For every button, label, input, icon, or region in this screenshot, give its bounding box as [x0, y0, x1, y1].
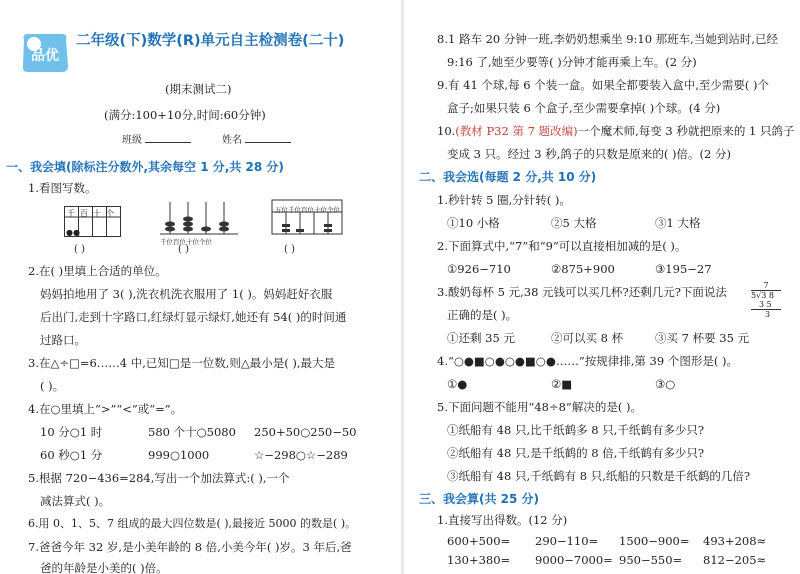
calc-r1-c2: 290−110=	[535, 534, 599, 548]
place-table-dots: ●●	[66, 228, 80, 237]
s2q5-opt1: ①纸船有 48 只,比千纸鹤多 8 只,千纸鹤有多少只?	[447, 423, 705, 437]
q5-line2: 减法算式( )。	[40, 494, 111, 508]
s2q1-text: 1.秒针转 5 圈,分针转( )。	[437, 193, 571, 207]
answer-paren-2: ( )	[178, 244, 189, 255]
section-3-heading: 三、我会算(共 25 分)	[419, 492, 540, 506]
q2-line1: 2.在( )里填上合适的单位。	[28, 264, 167, 278]
page-divider	[401, 0, 404, 574]
svg-text:品优: 品优	[31, 48, 59, 64]
name-label: 姓名	[222, 134, 291, 148]
q7-line1: 7.爸爸今年 32 岁,是小美年龄的 8 倍,小美今年( )岁。3 年后,爸	[28, 540, 352, 554]
s3q1-text: 1.直接写出得数。(12 分)	[437, 513, 568, 527]
q10-tag: (教材 P32 第 7 题改编)	[455, 124, 578, 138]
q2-line4: 过路口。	[40, 333, 86, 347]
page-title: 二年级(下)数学(R)单元自主检测卷(二十)	[76, 33, 345, 49]
s2q4-opt3: ③○	[655, 377, 676, 391]
q4-r1-c3: 250+50○250−50	[254, 425, 357, 439]
calc-r2-c2: 9000−7000=	[535, 553, 613, 567]
s2q3-line1: 3.酸奶每杯 5 元,38 元钱可以买几杯?还剩几元?下面说法	[437, 285, 727, 299]
calc-r1-c4: 493+208≈	[703, 534, 767, 548]
q7-line2: 爸的年龄是小美的( )倍。	[40, 561, 168, 574]
s2q1-opt3: ③1 大格	[655, 216, 701, 230]
test-info: (满分:100+10分,时间:60分钟)	[104, 108, 266, 122]
s2q4-text: 4.“○●■○●○●■○●……”按规律排,第 39 个图形是( )。	[437, 354, 738, 368]
answer-paren-3: ( )	[284, 244, 295, 255]
section-1-heading: 一、我会填(除标注分数外,其余每空 1 分,共 28 分)	[6, 160, 284, 174]
subtitle: (期末测试二)	[165, 82, 232, 96]
q2-line3: 后出门,走到十字路口,红绿灯显示绿灯,她还有 54( )的时间通	[40, 310, 347, 324]
q4-text: 4.在○里填上“>”“<”或“=”。	[28, 402, 183, 416]
q4-r1-c2: 580 个十○5080	[148, 425, 236, 439]
q4-r2-c2: 999○1000	[148, 448, 210, 462]
q9-line1: 9.有 41 个球,每 6 个装一盒。如果全都要装入盒中,至少需要( )个	[437, 78, 769, 92]
s2q2-text: 2.下面算式中,“7”和“9”可以直接相加减的是( )。	[437, 239, 687, 253]
q4-r2-c1: 60 秒○1 分	[40, 448, 103, 462]
q10-line1: 10.(教材 P32 第 7 题改编)一个魔术师,每变 3 秒就把原来的 1 只鸽子	[437, 124, 795, 138]
calc-r2-c3: 950−550=	[619, 553, 683, 567]
calc-r2-c4: 812−205≈	[703, 553, 767, 567]
abacus-2-labels: 万位千位百位十位个位	[275, 206, 340, 214]
q5-line1: 5.根据 720−436=284,写出一个加法算式:( ),一个	[28, 471, 290, 485]
q6-text: 6.用 0、1、5、7 组成的最大四位数是( ),最接近 5000 的数是( )。	[28, 517, 357, 530]
place-table-headers: 千百十个	[67, 209, 119, 218]
s2q3-line2: 正确的是( )。	[447, 308, 518, 322]
q8-line1: 8.1 路车 20 分钟一班,李奶奶想乘坐 9:10 那班车,当她到站时,已经	[437, 32, 778, 46]
q3-line1: 3.在△÷□=6……4 中,已知□是一位数,则△最小是( ),最大是	[28, 356, 336, 370]
class-label: 班级	[122, 134, 191, 148]
abacus-1-labels: 千位百位十位个位	[160, 238, 212, 246]
section-2-heading: 二、我会选(每题 2 分,共 10 分)	[419, 170, 597, 184]
brand-logo-icon	[18, 30, 72, 74]
s2q1-opt2: ②5 大格	[551, 216, 597, 230]
q4-r1-c1: 10 分○1 时	[40, 425, 103, 439]
calc-r2-c1: 130+380=	[447, 553, 511, 567]
s2q2-opt1: ①926−710	[447, 262, 511, 276]
q2-line2: 妈妈拍地用了 3( ),洗衣机洗衣服用了 1( )。妈妈赶好衣服	[40, 287, 333, 301]
s2q1-opt1: ①10 小格	[447, 216, 500, 230]
q9-line2: 盒子;如果只装 6 个盒子,至少需要拿掉( )个球。(4 分)	[447, 101, 721, 115]
calc-r1-c3: 1500−900=	[619, 534, 690, 548]
s2q5-opt3: ③纸船有 48 只,千纸鹤有 8 只,纸船的只数是千纸鹤的几倍?	[447, 469, 751, 483]
s2q2-opt3: ③195−27	[655, 262, 712, 276]
answer-paren-1: ( )	[74, 244, 85, 255]
s2q3-opt3: ③买 7 杯要 35 元	[655, 331, 750, 345]
q1-text: 1.看图写数。	[28, 181, 97, 195]
s2q5-text: 5.下面问题不能用“48÷8”解决的是( )。	[437, 400, 642, 414]
s2q4-opt2: ②■	[551, 377, 573, 391]
right-page	[405, 0, 800, 574]
q4-r2-c3: ☆−298○☆−289	[254, 448, 348, 462]
q3-line2: ( )。	[40, 379, 65, 393]
s2q2-opt2: ②875+900	[551, 262, 615, 276]
s2q4-opt1: ①●	[447, 377, 468, 391]
s2q3-opt2: ②可以买 8 杯	[551, 331, 624, 345]
s2q3-opt1: ①还剩 35 元	[447, 331, 515, 345]
q8-line2: 9:16 了,她至少要等( )分钟才能再乘上车。(2 分)	[447, 55, 697, 69]
q10-line2: 变成 3 只。经过 3 秒,鸽子的只数是原来的( )倍。(2 分)	[447, 147, 731, 161]
long-division-figure: 7 5√3 8 3 5 3	[751, 281, 781, 319]
calc-r1-c1: 600+500=	[447, 534, 511, 548]
s2q5-opt2: ②纸船有 48 只,是千纸鹤的 8 倍,千纸鹤有多少只?	[447, 446, 705, 460]
